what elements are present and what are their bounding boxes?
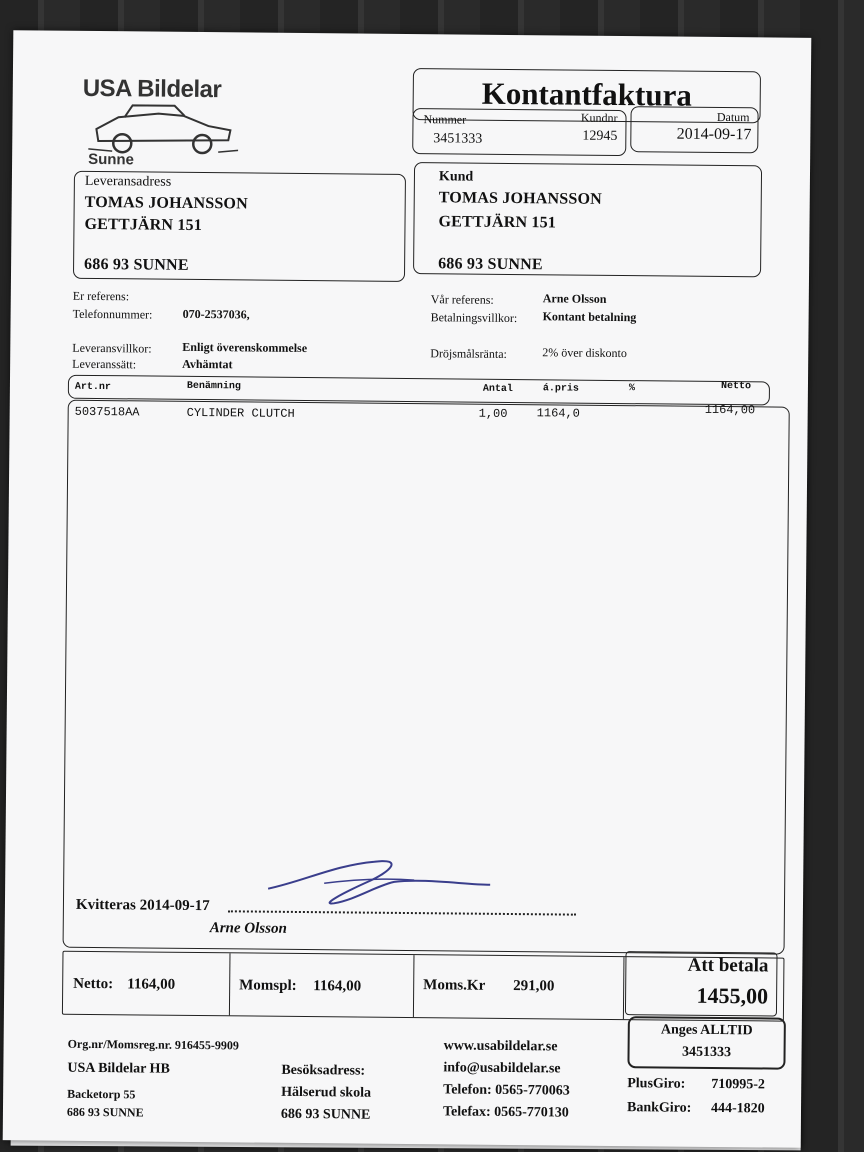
momspl-value: 1164,00	[313, 978, 362, 995]
col-percent: %	[628, 383, 636, 395]
orgnr: Org.nr/Momsreg.nr. 916455-9909	[67, 1036, 240, 1053]
totals-box	[62, 951, 785, 1022]
delivery-address-box	[73, 171, 406, 282]
invoice-number: 3451333	[433, 131, 483, 147]
netto-value: 1164,00	[127, 976, 176, 993]
var-referens-value: Arne Olsson	[542, 291, 607, 306]
att-betala-value: 1455,00	[696, 982, 769, 1009]
col-antal: Antal	[482, 383, 513, 396]
besok-line1: Hälserud skola	[281, 1084, 372, 1101]
delivery-street: GETTJÄRN 151	[84, 215, 203, 235]
kvitteras-line	[76, 897, 576, 920]
er-referens-label: Er referens:	[72, 288, 130, 304]
plusgiro-label: PlusGiro:	[627, 1076, 686, 1092]
customer-name: TOMAS JOHANSSON	[438, 189, 603, 208]
anges-alltid-box	[627, 1016, 785, 1070]
kundnr-label: Kundnr	[580, 110, 618, 125]
footer-street: Backetorp 55	[67, 1086, 136, 1102]
delivery-name: TOMAS JOHANSSON	[84, 193, 248, 213]
momspl-label: Momspl:	[239, 977, 297, 994]
row-benamning: CYLINDER CLUTCH	[186, 405, 295, 421]
leveranssatt-value: Avhämtat	[182, 356, 233, 372]
car-logo-icon	[88, 99, 239, 158]
footer-website: www.usabildelar.se	[443, 1038, 558, 1055]
footer-email: info@usabildelar.se	[443, 1060, 561, 1077]
col-netto: Netto	[720, 381, 752, 393]
signature-dotted-line	[228, 910, 576, 915]
footer-telefon: Telefon: 0565-770063	[443, 1082, 570, 1099]
att-betala-label: Att betala	[687, 954, 769, 977]
betalningsvillkor-value: Kontant betalning	[542, 309, 637, 325]
totals-divider	[229, 953, 231, 1015]
customer-number: 12945	[582, 128, 618, 144]
table-row	[69, 403, 789, 430]
leveranssatt-label: Leveranssätt:	[72, 356, 137, 372]
moms-value: 291,00	[513, 978, 555, 995]
bankgiro-value: 444-1820	[710, 1100, 765, 1117]
totals-divider	[413, 955, 415, 1017]
col-artnr: Art.nr	[74, 381, 111, 394]
delivery-label: Leveransadress	[84, 173, 172, 190]
date-box	[630, 106, 758, 153]
betalningsvillkor-label: Betalningsvillkor:	[430, 310, 518, 326]
var-referens-label: Vår referens:	[430, 292, 494, 307]
invoice-sheet	[3, 30, 812, 1148]
telefon-label: Telefonnummer:	[72, 306, 153, 322]
nummer-label: Nummer	[423, 112, 467, 127]
col-apris: á.pris	[542, 383, 579, 395]
att-betala-box	[625, 951, 778, 1016]
customer-address-box	[413, 162, 762, 277]
footer-postal: 686 93 SUNNE	[66, 1104, 144, 1120]
customer-postal: 686 93 SUNNE	[438, 255, 543, 274]
row-apris: 1164,0	[536, 406, 580, 421]
invoice-date: 2014-09-17	[676, 125, 752, 144]
bankgiro-label: BankGiro:	[626, 1100, 692, 1116]
datum-label: Datum	[716, 109, 750, 125]
kvitteras-text: Kvitteras 2014-09-17	[75, 896, 210, 915]
telefon-value: 070-2537036,	[182, 306, 250, 322]
leveransvillkor-value: Enligt överenskommelse	[182, 339, 308, 356]
besok-label: Besöksadress:	[281, 1062, 366, 1079]
footer-telefax: Telefax: 0565-770130	[442, 1104, 569, 1121]
col-benamning: Benämning	[186, 380, 242, 393]
row-netto: 1164,00	[704, 402, 756, 418]
table-body	[63, 400, 790, 955]
number-box	[412, 108, 626, 156]
row-artnr: 5037518AA	[74, 404, 140, 420]
company-logo-text: USA Bildelar	[82, 74, 222, 104]
anges-label: Anges ALLTID	[660, 1022, 753, 1039]
row-antal: 1,00	[478, 406, 508, 421]
drojsmalsranta-value: 2% över diskonto	[542, 345, 627, 361]
customer-street: GETTJÄRN 151	[438, 213, 557, 232]
delivery-postal: 686 93 SUNNE	[84, 255, 189, 274]
leveransvillkor-label: Leveransvillkor:	[72, 340, 152, 356]
drojsmalsranta-label: Dröjsmålsränta:	[430, 346, 507, 361]
customer-label: Kund	[438, 169, 474, 185]
moms-label: Moms.Kr	[423, 977, 486, 994]
company-logo-town: Sunne	[88, 150, 135, 169]
invoice-title: Kontantfaktura	[481, 75, 692, 113]
besok-line2: 686 93 SUNNE	[280, 1106, 371, 1123]
netto-label: Netto:	[73, 975, 114, 993]
footer-company: USA Bildelar HB	[67, 1060, 170, 1077]
plusgiro-value: 710995-2	[711, 1076, 765, 1093]
signer-name: Arne Olsson	[209, 920, 287, 937]
anges-number: 3451333	[681, 1044, 732, 1061]
